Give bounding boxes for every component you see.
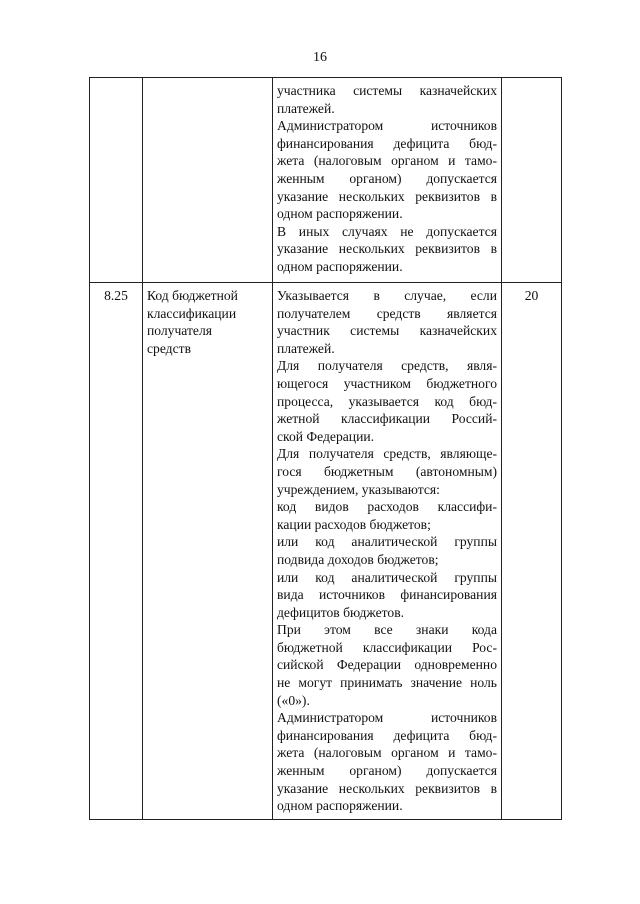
description-line: гося бюджетным (автономным) bbox=[277, 463, 497, 479]
description-cell bbox=[273, 78, 502, 283]
description-line: подвида доходов бюджетов; bbox=[277, 551, 439, 567]
description-line: учреждением, указываются: bbox=[277, 481, 440, 497]
description-paragraph bbox=[277, 82, 497, 117]
description-line: код видов расходов классифи- bbox=[277, 499, 497, 515]
table-row bbox=[90, 78, 562, 283]
description-line: ской Федерации. bbox=[277, 428, 375, 444]
field-name-cell bbox=[143, 283, 273, 820]
description-line: При этом все знаки кода bbox=[277, 622, 497, 638]
description-line: дефицитов бюджетов. bbox=[277, 604, 405, 620]
description-paragraph bbox=[277, 498, 497, 533]
description-line: получателем средств является bbox=[277, 305, 497, 321]
description-paragraph bbox=[277, 569, 497, 622]
description-paragraph bbox=[277, 709, 497, 815]
description-line: («0»). bbox=[277, 692, 310, 708]
description-line: Указывается в случае, если bbox=[277, 288, 497, 303]
description-line: процесса, указывается код бюд- bbox=[277, 393, 497, 409]
description-line: финансирования дефицита бюд- bbox=[277, 135, 497, 151]
description-line: В иных случаях не допускается bbox=[277, 223, 497, 239]
description-line: платежей. bbox=[277, 340, 335, 356]
description-line: одном распоряжении. bbox=[277, 258, 403, 274]
description-line: бюджетной классификации Рос- bbox=[277, 639, 497, 655]
description-line: указание нескольких реквизитов в bbox=[277, 780, 497, 796]
description-line: жета (налоговым органом и тамо- bbox=[277, 153, 497, 169]
description-line: Администратором источников bbox=[277, 710, 497, 726]
page-number: 16 bbox=[313, 50, 327, 65]
table-row bbox=[90, 283, 562, 820]
description-line: финансирования дефицита бюд- bbox=[277, 727, 497, 743]
description-line: или код аналитической группы bbox=[277, 569, 497, 585]
description-line: не могут принимать значение ноль bbox=[277, 675, 497, 691]
description-paragraph bbox=[277, 357, 497, 445]
description-line: жетной классификации Россий- bbox=[277, 411, 497, 427]
description-line: Для получателя средств, явля- bbox=[277, 358, 497, 374]
description-paragraph bbox=[277, 621, 497, 709]
description-paragraph bbox=[277, 223, 497, 276]
field-length-cell bbox=[502, 78, 562, 283]
description-cell bbox=[273, 283, 502, 820]
description-line: участника системы казначейских bbox=[277, 83, 497, 98]
description-line: Для получателя средств, являюще- bbox=[277, 446, 497, 462]
field-name-line: средств bbox=[147, 340, 191, 356]
field-name-line: классификации bbox=[147, 305, 237, 321]
description-paragraph bbox=[277, 445, 497, 498]
field-length-cell: 20 bbox=[502, 283, 562, 820]
description-line: участник системы казначейских bbox=[277, 323, 497, 339]
description-line: платежей. bbox=[277, 100, 335, 116]
description-line: или код аналитической группы bbox=[277, 534, 497, 550]
description-line: женным органом) допускается bbox=[277, 763, 497, 779]
description-line: жета (налоговым органом и тамо- bbox=[277, 745, 497, 761]
requisites-table bbox=[89, 77, 562, 820]
description-line: Администратором источников bbox=[277, 118, 497, 134]
field-name-line: получателя bbox=[147, 323, 213, 339]
row-number-cell bbox=[90, 78, 143, 283]
row-number-cell: 8.25 bbox=[90, 283, 143, 820]
description-paragraph bbox=[277, 533, 497, 568]
description-line: указание нескольких реквизитов в bbox=[277, 188, 497, 204]
field-name-line: Код бюджетной bbox=[147, 288, 238, 303]
description-line: вида источников финансирования bbox=[277, 587, 497, 603]
description-line: ющегося участником бюджетного bbox=[277, 375, 497, 391]
description-line: одном распоряжении. bbox=[277, 206, 403, 222]
description-line: указание нескольких реквизитов в bbox=[277, 241, 497, 257]
description-line: женным органом) допускается bbox=[277, 170, 497, 186]
description-line: одном распоряжении. bbox=[277, 798, 403, 814]
description-paragraph bbox=[277, 287, 497, 357]
field-name-cell bbox=[143, 78, 273, 283]
description-line: кации расходов бюджетов; bbox=[277, 516, 431, 532]
description-line: сийской Федерации одновременно bbox=[277, 657, 497, 673]
description-paragraph bbox=[277, 117, 497, 223]
